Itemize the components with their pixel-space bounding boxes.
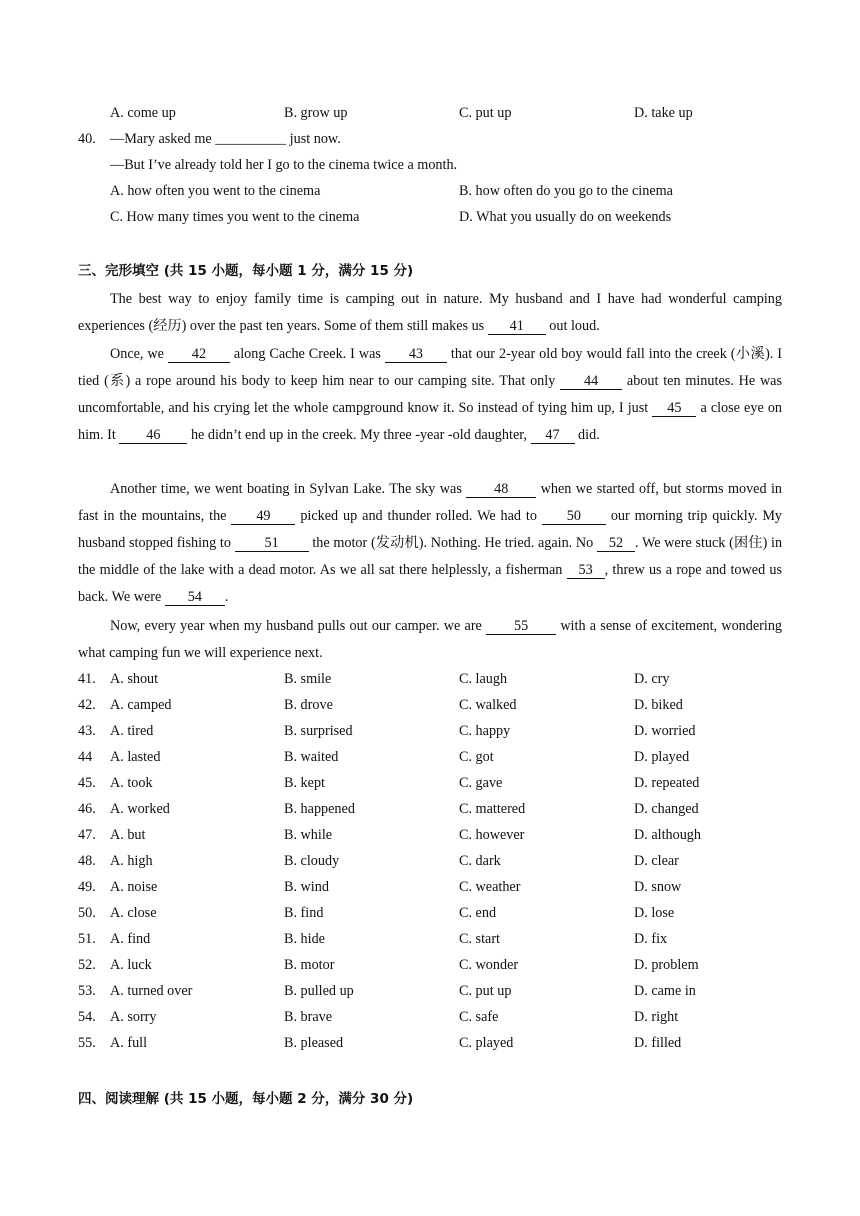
question-reply: —But I’ve already told her I go to the cinema twice a month.: [110, 157, 458, 173]
option-a: A. shout: [110, 671, 159, 687]
option-b: B. motor: [284, 957, 335, 973]
question-number: 42.: [78, 697, 96, 713]
blank-51: 51: [235, 535, 309, 552]
question-number: 47.: [78, 827, 96, 843]
option-b: B. drove: [284, 697, 333, 713]
option-a: A. took: [110, 775, 153, 791]
option-b: B. while: [284, 827, 333, 843]
option-a: A. camped: [110, 697, 172, 713]
option-a: A. but: [110, 827, 146, 843]
question-number: 49.: [78, 879, 96, 895]
blank-54: 54: [165, 589, 225, 606]
cloze-paragraph-3: Another time, we went boating in Sylvan Lake. The sky was 48 when we started off, but storms moved in fast in the mountains, the 49 picked up and thunder rolled. We had to 50 our morning trip quickly. My husband stopped fishing to 51 the motor (发动机). Nothing. He tried. again. No 52 . We were stuck (困住) in the middle of the lake with a dead motor. As we all sat there helplessly, a fisherman 53 , threw us a rope and towed us back. We were 54 .: [78, 481, 783, 605]
blank-50: 50: [542, 508, 606, 525]
option-b: B. find: [284, 905, 324, 921]
option-d: D. problem: [634, 957, 699, 973]
option-c: C. weather: [459, 879, 521, 895]
option-d: D. although: [634, 827, 701, 843]
option-c: C. mattered: [459, 801, 526, 817]
blank-42: 42: [168, 346, 230, 363]
option-b: B. happened: [284, 801, 355, 817]
question-number: 48.: [78, 853, 96, 869]
option-a: A. sorry: [110, 1009, 157, 1025]
option-c: C. walked: [459, 697, 517, 713]
option-c: C. end: [459, 905, 497, 921]
option-b: B. how often do you go to the cinema: [459, 183, 673, 199]
option-d: D. right: [634, 1009, 679, 1025]
blank-44: 44: [560, 373, 622, 390]
question-number: 46.: [78, 801, 96, 817]
option-a: A. worked: [110, 801, 170, 817]
option-a: A. noise: [110, 879, 158, 895]
option-a: A. find: [110, 931, 151, 947]
option-c: C. safe: [459, 1009, 499, 1025]
question-text: —Mary asked me __________ just now.: [110, 131, 341, 147]
option-c: C. put up: [459, 983, 512, 999]
question-number: 52.: [78, 957, 96, 973]
option-c: C. got: [459, 749, 494, 765]
blank-49: 49: [231, 508, 295, 525]
question-number: 43.: [78, 723, 96, 739]
option-b: B. pleased: [284, 1035, 344, 1051]
option-c: C. wonder: [459, 957, 519, 973]
question-number: 53.: [78, 983, 96, 999]
option-c: C. however: [459, 827, 525, 843]
option-c: C. put up: [459, 105, 512, 121]
question-number: 40.: [78, 131, 96, 147]
option-d: D. changed: [634, 801, 699, 817]
option-b: B. kept: [284, 775, 325, 791]
option-d: D. clear: [634, 853, 679, 869]
blank-55: 55: [486, 618, 556, 635]
question-number: 45.: [78, 775, 96, 791]
option-a: A. high: [110, 853, 153, 869]
cloze-paragraph-1: The best way to enjoy family time is camping out in nature. My husband and I have had wonderful camping experiences (经历) over the past ten years. Some of them still makes us 41 out loud.: [78, 291, 782, 334]
option-d: D. repeated: [634, 775, 700, 791]
option-b: B. wind: [284, 879, 329, 895]
cloze-paragraph-4: Now, every year when my husband pulls out our camper. we are 55 with a sense of excitement, wondering what camping fun we will experience next.: [78, 618, 783, 661]
option-d: D. What you usually do on weekends: [459, 209, 672, 225]
option-a: A. tired: [110, 723, 154, 739]
option-a: A. how often you went to the cinema: [110, 183, 321, 199]
option-d: D. snow: [634, 879, 682, 895]
option-c: C. happy: [459, 723, 511, 739]
section-4-heading: 四、阅读理解 (共 15 小题，每小题 2 分，满分 30 分): [78, 1091, 414, 1107]
option-a: A. luck: [110, 957, 152, 973]
option-b: B. brave: [284, 1009, 333, 1025]
option-b: B. grow up: [284, 105, 348, 121]
blank-46: 46: [119, 427, 187, 444]
option-a: A. lasted: [110, 749, 161, 765]
option-d: D. came in: [634, 983, 696, 999]
option-b: B. cloudy: [284, 853, 340, 869]
option-d: D. take up: [634, 105, 693, 121]
option-a: A. close: [110, 905, 157, 921]
option-d: D. filled: [634, 1035, 682, 1051]
option-b: B. smile: [284, 671, 332, 687]
option-c: C. played: [459, 1035, 514, 1051]
option-c: C. start: [459, 931, 500, 947]
blank-53: 53: [567, 562, 605, 579]
question-number: 41.: [78, 671, 96, 687]
section-3-heading: 三、完形填空 (共 15 小题，每小题 1 分，满分 15 分): [78, 263, 414, 279]
question-number: 51.: [78, 931, 96, 947]
option-d: D. biked: [634, 697, 683, 713]
option-d: D. cry: [634, 671, 670, 687]
option-d: D. lose: [634, 905, 675, 921]
blank-45: 45: [652, 400, 696, 417]
question-number: 50.: [78, 905, 96, 921]
cloze-paragraph-2: Once, we 42 along Cache Creek. I was 43 that our 2-year old boy would fall into the creek (小溪). I tied (系) a rope around his body to keep him near to our camping site. That only 44 about ten minutes. He was uncomfortable, and his crying let the whole campground know it. So instead of tying him up, I just 45 a close eye on him. It 46 he didn’t end up in the creek. My three -year -old daughter, 47 did.: [78, 346, 783, 443]
option-b: B. hide: [284, 931, 325, 947]
option-b: B. pulled up: [284, 983, 354, 999]
option-c: C. How many times you went to the cinema: [110, 209, 360, 225]
blank-48: 48: [466, 481, 536, 498]
option-a: A. come up: [110, 105, 176, 121]
option-c: C. laugh: [459, 671, 508, 687]
blank-47: 47: [531, 427, 575, 444]
option-a: A. turned over: [110, 983, 193, 999]
blank-52: 52: [597, 535, 635, 552]
question-number: 55.: [78, 1035, 96, 1051]
option-d: D. fix: [634, 931, 668, 947]
option-a: A. full: [110, 1035, 148, 1051]
question-number: 44: [78, 749, 93, 765]
option-d: D. played: [634, 749, 690, 765]
blank-43: 43: [385, 346, 447, 363]
option-c: C. dark: [459, 853, 501, 869]
option-b: B. waited: [284, 749, 339, 765]
option-d: D. worried: [634, 723, 696, 739]
question-number: 54.: [78, 1009, 96, 1025]
option-c: C. gave: [459, 775, 503, 791]
blank-41: 41: [488, 318, 546, 335]
option-b: B. surprised: [284, 723, 353, 739]
